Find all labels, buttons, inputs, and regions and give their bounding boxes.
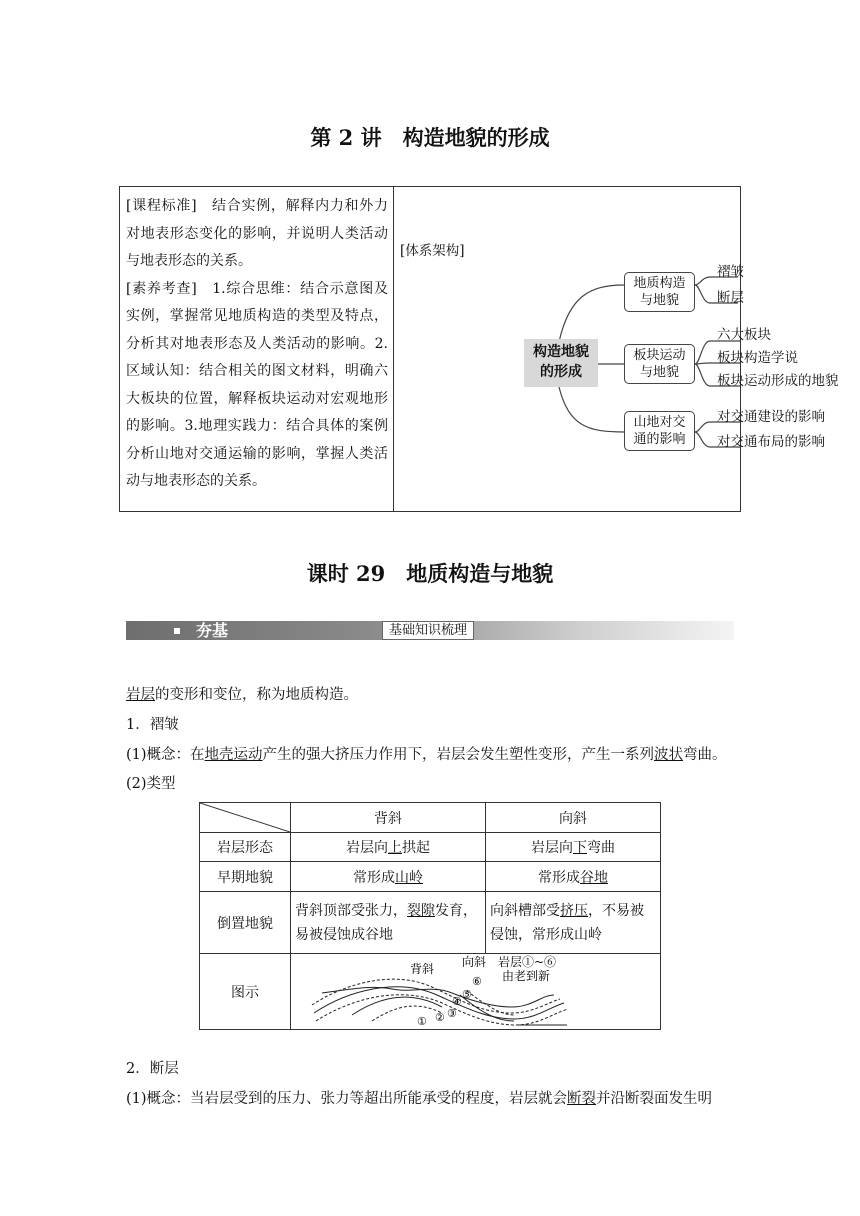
leaf-six-plates: 六大板块: [717, 327, 771, 343]
t10: 谷地: [580, 869, 608, 886]
intro-underline: 岩层: [126, 687, 155, 703]
leaf-transport-build: 对交通建设的影响: [717, 409, 825, 425]
intro-rest: 的变形和变位，称为地质构造。: [155, 687, 358, 703]
t7: 常形成: [353, 869, 395, 886]
cell-anticline-form: [291, 833, 486, 862]
fig-num-3: ③: [446, 1006, 457, 1020]
t15: 挤压: [560, 902, 588, 919]
framework-label: [体系架构]: [400, 243, 465, 259]
branch-node-mountain-transport: [624, 411, 695, 451]
diagonal-line: [200, 803, 290, 832]
branch-node-geologic-structure: [624, 272, 695, 312]
header-anticline: 背斜: [291, 803, 486, 833]
literacy-text: 1.综合思维：结合示意图及实例，掌握常见地质构造的类型及特点，分析其对地表形态及人类活动的影响。2.区域认知：结合相关的图文材料，明确六大板块的位置，解释板块运动对宏观地形的影响。3.地理实践力：结合具体的案例分析山地对交通运输的影响，掌握人类活动与地表形态的关系。: [126, 280, 388, 489]
leaf-plate-theory: 板块构造学说: [717, 350, 798, 366]
branch-3-line-2: 通的影响: [633, 432, 686, 447]
center-line-2: 的形成: [540, 364, 582, 380]
fig-num-5: ⑤: [461, 987, 472, 1001]
fold-concept-u2: 波状: [654, 747, 684, 763]
t9: 常形成: [538, 869, 580, 886]
fault-concept-b: 并沿断裂面发生明: [596, 1091, 713, 1107]
t2: 上: [388, 840, 402, 856]
fig-num-2: ②: [434, 1010, 445, 1024]
fig-num-1: ①: [416, 1014, 427, 1028]
cell-figure: [291, 954, 661, 1030]
fold-diagram: [292, 955, 660, 1029]
fig-label-layers: 岩层①~⑥: [497, 954, 556, 969]
lesson-title: 课时 29 地质构造与地貌: [306, 561, 554, 586]
cell-syncline-form: [486, 833, 661, 862]
fault-concept-u: 断裂: [567, 1091, 597, 1107]
t12: 裂隙: [407, 902, 435, 919]
literacy-assessment: [126, 276, 388, 496]
fig-label-syncline: 向斜: [461, 954, 486, 969]
t5: 下: [573, 840, 587, 856]
center-line-1: 构造地貌: [533, 344, 589, 360]
leaf-plate-landforms: 板块运动形成的地貌: [717, 373, 839, 389]
standards-column: [126, 193, 388, 496]
fold-types-table: [199, 802, 661, 1030]
fold-types: (2)类型: [126, 776, 176, 792]
t8: 山岭: [395, 869, 423, 886]
t14: 向斜槽部受: [490, 902, 560, 919]
branch-node-plate-motion: [624, 344, 695, 384]
banner-tag: 基础知识梳理: [382, 621, 474, 640]
t16: ，不易被侵蚀，常形成山岭: [490, 902, 644, 943]
curriculum-standard: [126, 193, 388, 276]
overview-box: [119, 186, 839, 512]
fault-concept-a: (1)概念：当岩层受到的压力、张力等超出所能承受的程度，岩层就会: [126, 1091, 568, 1107]
cell-anticline-inverted: [291, 892, 486, 954]
section-banner: [126, 620, 734, 642]
t1: 岩层向: [346, 840, 388, 856]
row-label-figure: 图示: [200, 954, 291, 1030]
branch-1-line-1: 地质构造: [633, 276, 686, 291]
t11: 背斜顶部受张力，: [295, 902, 407, 919]
framework-center-node: [524, 339, 598, 387]
banner-square-icon: [174, 628, 180, 634]
table-corner-cell: [200, 803, 291, 833]
leaf-transport-layout: 对交通布局的影响: [717, 434, 825, 450]
intro-line: [126, 685, 358, 705]
t4: 岩层向: [531, 840, 573, 856]
fold-concept-c: 弯曲。: [683, 747, 727, 763]
leaf-fault: 断层: [717, 290, 744, 306]
branch-1-line-2: 与地貌: [639, 293, 679, 308]
cell-syncline-inverted: [486, 892, 661, 954]
t6: 弯曲: [587, 840, 615, 856]
connector-branch-1: [559, 285, 624, 342]
fig-label-anticline: 背斜: [409, 961, 434, 976]
fold-concept-u1: 地壳运动: [204, 747, 263, 763]
fig-num-4: ④: [451, 994, 462, 1008]
leaf-fold: 褶皱: [717, 264, 744, 280]
branch-3-line-1: 山地对交: [633, 415, 686, 430]
framework-diagram: [394, 187, 839, 511]
fold-concept-a: (1)概念：在: [126, 747, 205, 763]
fold-concept-b: 产生的强大挤压力作用下，岩层会发生塑性变形，产生一系列: [262, 747, 655, 763]
curriculum-text: 结合实例，解释内力和外力对地表形态变化的影响，并说明人类活动与地表形态的关系。: [126, 198, 388, 269]
cell-anticline-early: [291, 862, 486, 892]
t3: 拱起: [402, 840, 430, 856]
row-label-inverted: 倒置地貌: [200, 892, 291, 954]
branch-2-line-2: 与地貌: [639, 365, 679, 380]
cell-syncline-early: [486, 862, 661, 892]
fig-label-order: 由老到新: [501, 968, 550, 983]
fault-heading: 2．断层: [126, 1061, 179, 1077]
fold-concept: [126, 745, 727, 765]
row-label-early: 早期地貌: [200, 862, 291, 892]
lecture-title: 第 2 讲 构造地貌的形成: [310, 125, 550, 150]
fault-concept: [126, 1089, 712, 1109]
literacy-tag: [素养考查]: [126, 280, 197, 297]
row-label-form: 岩层形态: [200, 833, 291, 862]
banner-title: 夯基: [196, 621, 229, 640]
t13: 发育，易被侵蚀成谷地: [295, 902, 477, 943]
fig-num-6: ⑥: [471, 974, 482, 988]
header-syncline: 向斜: [486, 803, 661, 833]
connector-branch-3: [559, 387, 624, 432]
fold-heading: 1．褶皱: [126, 717, 179, 733]
curriculum-tag: [课程标准]: [126, 198, 197, 214]
branch-2-line-1: 板块运动: [633, 348, 686, 363]
